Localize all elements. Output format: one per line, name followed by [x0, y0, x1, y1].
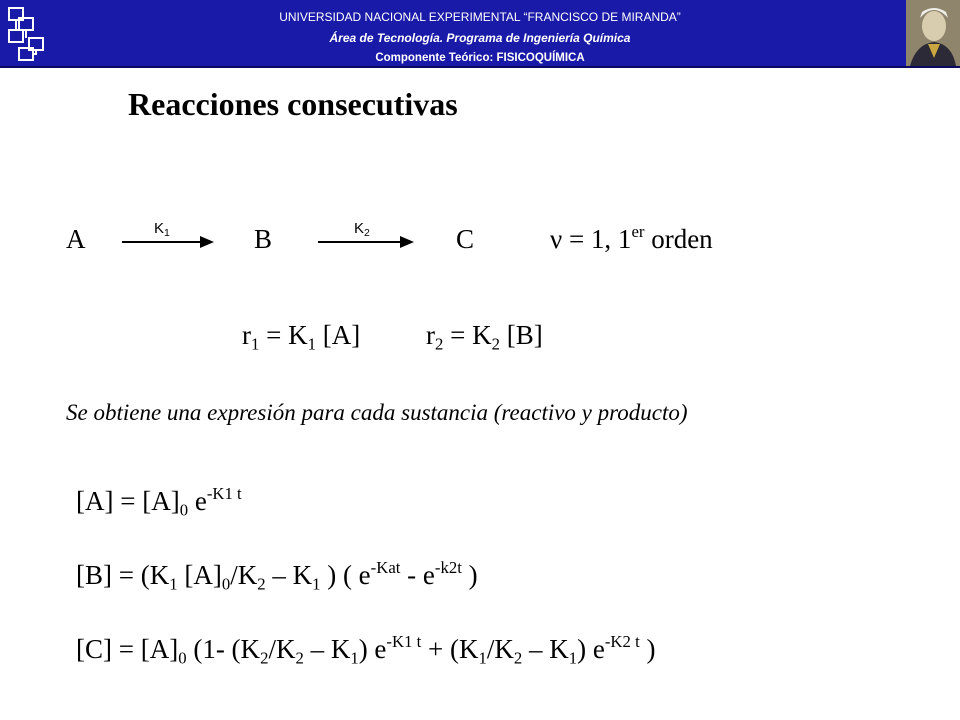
- university-name: UNIVERSIDAD NACIONAL EXPERIMENTAL “FRANCISCO DE MIRANDA”: [279, 10, 681, 24]
- rate-equation-r2: $r_2 = K_2$ [B]: [426, 320, 543, 354]
- rate-constant-k1-label: $K_1$: [154, 220, 170, 240]
- program-name: Área de Tecnología. Programa de Ingeniería Química: [329, 31, 631, 45]
- slide-title: Reacciones consecutivas: [128, 86, 458, 122]
- equation-concentration-b: $[B] = (K_1$ $[A]_0/K_2 - K_1$ ) ( $e^{-Kat} - e^{-k2t}$ ): [76, 558, 478, 594]
- course-component: Componente Teórico: FISICOQUÍMICA: [375, 52, 585, 64]
- equation-concentration-a: $[A] = [A]_0$ $e^{-K1 t}$: [76, 484, 242, 520]
- species-a: A: [66, 224, 86, 254]
- slide-header: [0, 0, 960, 68]
- rate-equation-r1: $r_1 = K_1$ [A]: [242, 320, 361, 354]
- equation-concentration-c: $[C] = [A]_0$ (1- $(K_2/K_2 - K_1) e^{-K1 t} + (K_1/K_2 - K_1)$ $e^{-K2 t}$ ): [76, 632, 656, 668]
- portrait-image: [906, 0, 960, 66]
- rate-constant-k2-label: $K_2$: [354, 220, 370, 240]
- statement-text: Se obtiene una expresión para cada sustancia (reactivo y producto): [66, 400, 688, 425]
- species-b: B: [254, 224, 273, 254]
- reaction-arrow-2: [318, 235, 414, 249]
- reaction-order: ν = 1, 1er orden: [550, 222, 713, 254]
- reaction-arrow-1: [122, 235, 214, 249]
- species-c: C: [456, 224, 475, 254]
